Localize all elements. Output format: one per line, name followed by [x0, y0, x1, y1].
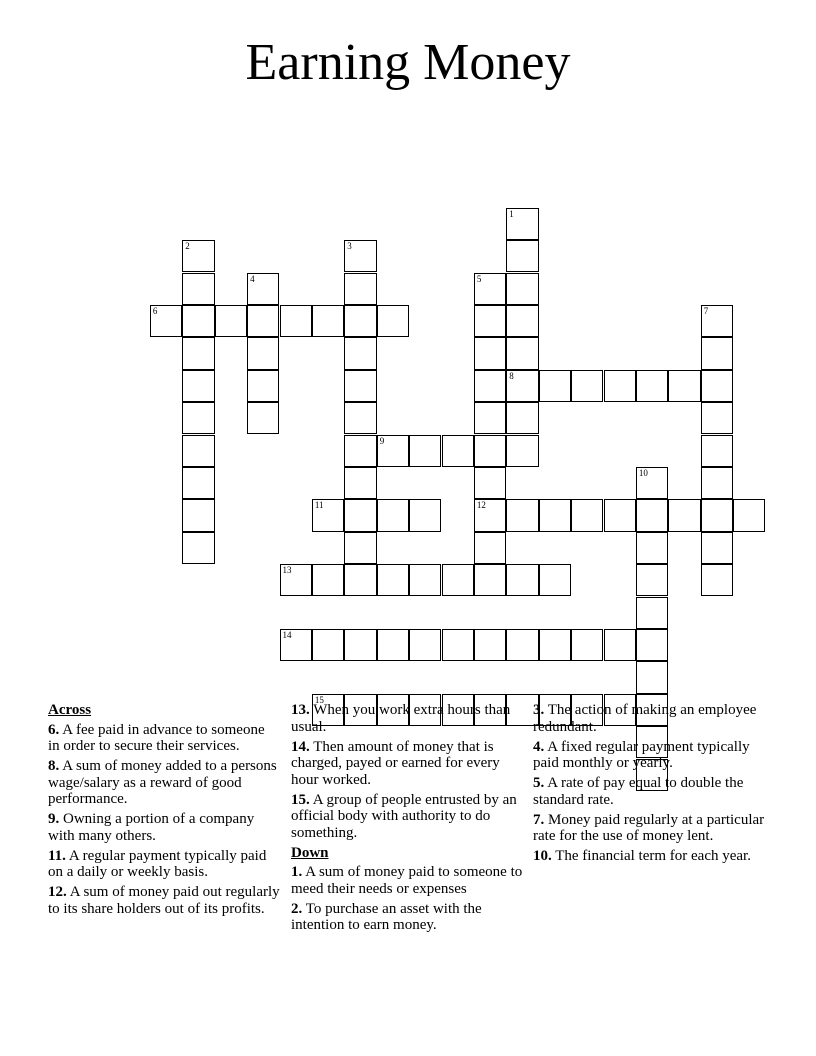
grid-cell[interactable]	[604, 370, 636, 402]
clue-item-number: 1.	[291, 864, 303, 880]
clue-item-number: 13.	[291, 702, 310, 718]
grid-cell[interactable]	[182, 370, 214, 402]
grid-cell[interactable]	[215, 305, 247, 337]
grid-cell[interactable]	[604, 499, 636, 531]
clue-item-number: 15.	[291, 791, 310, 808]
clue-item-text: A sum of money paid to someone to meed their needs or expenses	[291, 864, 523, 897]
clue-item-number: 7.	[533, 811, 545, 828]
grid-cell[interactable]	[344, 499, 376, 531]
grid-cell[interactable]	[182, 402, 214, 434]
grid-cell[interactable]	[636, 597, 668, 629]
grid-cell[interactable]	[344, 402, 376, 434]
grid-cell[interactable]	[312, 629, 344, 661]
clue-item-text: When you work extra hours than usual.	[291, 702, 511, 735]
grid-cell[interactable]	[506, 629, 538, 661]
grid-cell[interactable]	[571, 370, 603, 402]
clue-number: 9	[379, 435, 385, 446]
clue-number: 12	[476, 500, 486, 511]
clue-number: 14	[282, 629, 292, 640]
grid-cell[interactable]	[474, 629, 506, 661]
grid-cell[interactable]	[733, 499, 765, 531]
clue-number: 8	[509, 370, 514, 381]
puzzle-title: Earning Money	[245, 34, 571, 91]
clue-item	[533, 775, 765, 808]
grid-cell[interactable]	[506, 305, 538, 337]
grid-cell[interactable]	[506, 208, 538, 240]
grid-cell[interactable]	[247, 370, 279, 402]
clue-item	[291, 792, 523, 842]
grid-cell[interactable]	[474, 499, 506, 531]
clue-number: 13	[282, 565, 292, 576]
grid-cell[interactable]	[247, 305, 279, 337]
clue-item-number: 14.	[291, 738, 310, 755]
grid-cell[interactable]	[701, 467, 733, 499]
grid-cell[interactable]	[701, 305, 733, 337]
clue-item	[533, 812, 765, 845]
grid-cell[interactable]	[344, 532, 376, 564]
grid-cell[interactable]	[636, 370, 668, 402]
grid-cell[interactable]	[701, 370, 733, 402]
grid-cell[interactable]	[247, 273, 279, 305]
clue-item-text: A fee paid in advance to someone in order to secure their services.	[48, 721, 265, 754]
grid-cell[interactable]	[506, 402, 538, 434]
grid-cell[interactable]	[280, 564, 312, 596]
clue-number: 5	[476, 273, 482, 284]
grid-cell[interactable]	[474, 370, 506, 402]
clue-item-text: The financial term for each year.	[555, 848, 751, 864]
grid-cell[interactable]	[571, 499, 603, 531]
grid-cell[interactable]	[377, 435, 409, 467]
grid-cell[interactable]	[636, 499, 668, 531]
grid-cell[interactable]	[668, 370, 700, 402]
grid-cell[interactable]	[442, 564, 474, 596]
across-header: Across	[48, 702, 92, 718]
grid-cell[interactable]	[344, 435, 376, 467]
clue-item-text: The action of making an employee redundant.	[533, 702, 757, 735]
grid-cell[interactable]	[636, 661, 668, 693]
clue-item-text: Money paid regularly at a particular rate for the use of money lent.	[533, 811, 765, 844]
grid-cell[interactable]	[409, 629, 441, 661]
clue-item-text: A group of people entrusted by an official body with authority to do something.	[291, 791, 517, 841]
grid-cell[interactable]	[636, 629, 668, 661]
clue-column-1	[48, 702, 280, 921]
down-header: Down	[291, 844, 329, 861]
clue-item-number: 10.	[533, 848, 552, 864]
grid-cell[interactable]	[409, 499, 441, 531]
grid-cell[interactable]	[571, 629, 603, 661]
clue-item-text: Owning a portion of a company with many others.	[48, 811, 255, 844]
clue-number: 6	[152, 305, 158, 316]
clue-item	[291, 739, 523, 789]
grid-cell[interactable]	[506, 564, 538, 596]
grid-cell[interactable]	[506, 240, 538, 272]
grid-cell[interactable]	[182, 532, 214, 564]
grid-cell[interactable]	[280, 305, 312, 337]
clue-item-text: A sum of money paid out regularly to its share holders out of its profits.	[48, 884, 280, 917]
grid-cell[interactable]	[247, 337, 279, 369]
clue-item-text: A sum of money added to a persons wage/salary as a reward of good performance.	[48, 758, 277, 807]
grid-cell[interactable]	[539, 499, 571, 531]
grid-cell[interactable]	[506, 499, 538, 531]
grid-cell[interactable]	[182, 273, 214, 305]
clue-number: 10	[638, 467, 648, 478]
grid-cell[interactable]	[182, 305, 214, 337]
grid-cell[interactable]	[344, 240, 376, 272]
grid-cell[interactable]	[474, 467, 506, 499]
clue-item	[533, 702, 765, 735]
grid-cell[interactable]	[701, 435, 733, 467]
grid-cell[interactable]	[474, 402, 506, 434]
clue-item	[48, 848, 280, 881]
clue-item	[533, 739, 765, 772]
clue-item-text: A rate of pay equal to double the standard rate.	[533, 775, 744, 808]
grid-cell[interactable]	[701, 337, 733, 369]
grid-cell[interactable]	[377, 305, 409, 337]
grid-cell[interactable]	[377, 499, 409, 531]
grid-cell[interactable]	[636, 467, 668, 499]
grid-cell[interactable]	[701, 499, 733, 531]
grid-cell[interactable]	[344, 273, 376, 305]
grid-cell[interactable]	[701, 532, 733, 564]
grid-cell[interactable]	[474, 532, 506, 564]
clue-column-2	[291, 702, 523, 937]
grid-cell[interactable]	[636, 564, 668, 596]
clue-number: 3	[347, 241, 352, 252]
clue-item-number: 5.	[533, 775, 545, 791]
grid-cell[interactable]	[539, 564, 571, 596]
grid-cell[interactable]	[344, 370, 376, 402]
grid-cell[interactable]	[344, 305, 376, 337]
clue-item-text: A regular payment typically paid on a daily or weekly basis.	[48, 847, 267, 880]
clue-item-text: A fixed regular payment typically paid monthly or yearly.	[533, 738, 750, 771]
clue-number: 11	[314, 500, 324, 511]
clue-number: 1	[509, 208, 514, 219]
grid-cell[interactable]	[474, 564, 506, 596]
grid-cell[interactable]	[247, 402, 279, 434]
grid-cell[interactable]	[377, 629, 409, 661]
clue-item-text: Then amount of money that is charged, payed or earned for every hour worked.	[291, 738, 500, 788]
clue-item-text: To purchase an asset with the intention to earn money.	[291, 900, 482, 933]
clue-item	[291, 901, 523, 934]
grid-cell[interactable]	[539, 370, 571, 402]
grid-cell[interactable]	[604, 629, 636, 661]
clue-item-number: 2.	[291, 900, 303, 917]
clue-item-number: 4.	[533, 738, 545, 755]
grid-cell[interactable]	[280, 629, 312, 661]
clue-item	[533, 848, 765, 865]
clue-item	[48, 758, 280, 808]
clue-item-number: 3.	[533, 702, 545, 718]
grid-cell[interactable]	[182, 435, 214, 467]
grid-cell[interactable]	[409, 435, 441, 467]
grid-cell[interactable]	[506, 337, 538, 369]
grid-cell[interactable]	[474, 273, 506, 305]
clue-item	[48, 884, 280, 917]
clue-item-number: 9.	[48, 811, 60, 827]
clue-item	[48, 811, 280, 844]
grid-cell[interactable]	[312, 499, 344, 531]
grid-cell[interactable]	[474, 435, 506, 467]
grid-cell[interactable]	[344, 629, 376, 661]
clue-item-number: 8.	[48, 758, 60, 774]
grid-cell[interactable]	[182, 337, 214, 369]
clue-column-3	[533, 702, 765, 868]
grid-cell[interactable]	[442, 629, 474, 661]
clue-item-number: 12.	[48, 884, 67, 900]
grid-cell[interactable]	[344, 337, 376, 369]
grid-cell[interactable]	[474, 337, 506, 369]
grid-cell[interactable]	[539, 629, 571, 661]
clue-item	[48, 722, 280, 755]
clue-item-number: 11.	[48, 847, 66, 864]
grid-cell[interactable]	[182, 467, 214, 499]
grid-cell[interactable]	[150, 305, 182, 337]
grid-cell[interactable]	[506, 435, 538, 467]
grid-cell[interactable]	[182, 240, 214, 272]
clue-item	[291, 702, 523, 735]
grid-cell[interactable]	[442, 435, 474, 467]
grid-cell[interactable]	[506, 370, 538, 402]
grid-cell[interactable]	[182, 499, 214, 531]
clue-number: 15	[314, 694, 324, 705]
grid-cell[interactable]	[344, 467, 376, 499]
clue-number: 7	[703, 305, 709, 316]
clue-number: 2	[185, 241, 190, 252]
grid-cell[interactable]	[344, 564, 376, 596]
grid-cell[interactable]	[312, 305, 344, 337]
clue-number: 4	[250, 273, 255, 284]
grid-cell[interactable]	[312, 564, 344, 596]
clue-item-number: 6.	[48, 721, 60, 738]
grid-cell[interactable]	[506, 273, 538, 305]
grid-cell[interactable]	[636, 532, 668, 564]
grid-cell[interactable]	[409, 564, 441, 596]
grid-cell[interactable]	[701, 402, 733, 434]
grid-cell[interactable]	[701, 564, 733, 596]
clue-item	[291, 864, 523, 897]
grid-cell[interactable]	[377, 564, 409, 596]
grid-cell[interactable]	[474, 305, 506, 337]
grid-cell[interactable]	[668, 499, 700, 531]
